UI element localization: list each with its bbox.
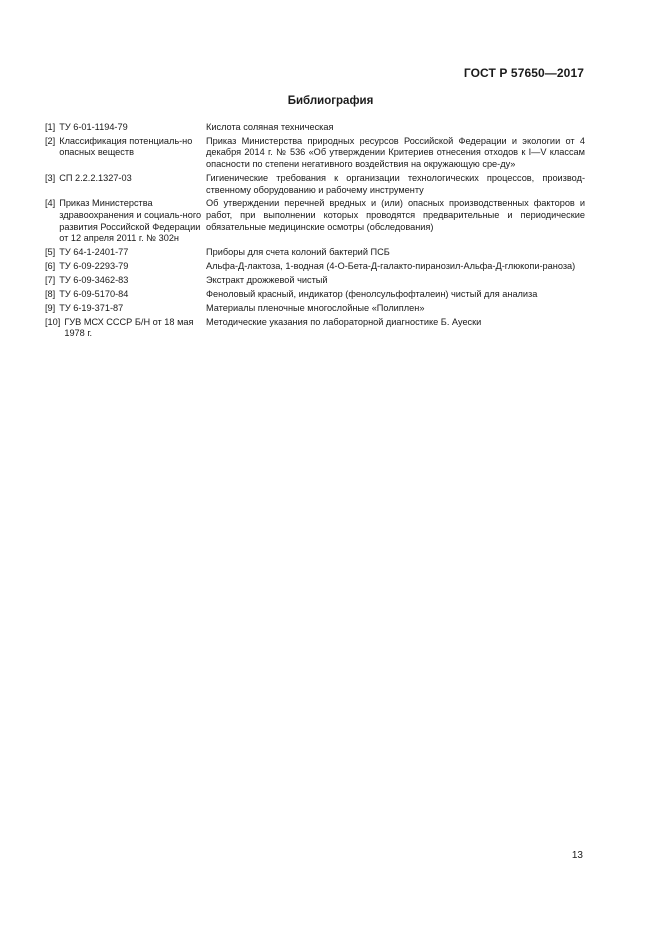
bibliography-entry-8 [45,289,585,301]
entry-number: [10] [45,316,61,327]
entry-source: ТУ 6-19-371-87 [59,302,124,313]
entry-description: Феноловый красный, индикатор (фенолсульфофталеин) чистый для анализа [206,288,538,299]
bibliography-entry-6 [45,261,585,273]
bibliography-entry-1 [45,122,585,134]
entry-source: ТУ 6-09-5170-84 [59,288,129,299]
bibliography-entry-3 [45,173,585,196]
entry-number: [4] [45,198,56,209]
entry-number: [6] [45,261,56,272]
entry-number: [8] [45,288,56,299]
bibliography-entry-9 [45,303,585,315]
entry-description: Кислота соляная техническая [206,122,334,132]
entry-description: Приборы для счета колоний бактерий ПСБ [206,247,390,258]
entry-number: [9] [45,302,56,313]
entry-number: [2] [45,135,56,146]
entry-source: ТУ 6-09-3462-83 [59,274,129,285]
bibliography-entry-4 [45,198,585,244]
entry-source: Приказ Министерства здравоохранения и социаль-ного развития Российской Федерации от 12 апреля 2011 г. № 302н [59,198,202,244]
entry-description: Гигиенические требования к организации технологических процессов, производ-ственному оборудованию и рабочему инструменту [206,172,585,195]
entry-description: Об утверждении перечней вредных и (или) опасных производственных факторов и работ, при выполнении которых проводятся предварительные и периодические обязательные медицинские осмотры (обследования) [206,198,585,232]
bibliography-entry-10 [45,317,585,340]
bibliography-entry-2 [45,136,585,171]
bibliography-list [45,122,585,342]
page-title: Библиография [287,95,374,107]
standard-designation: ГОСТ Р 57650—2017 [463,66,584,80]
entry-description: Материалы пленочные многослойные «Полиплен» [206,302,425,313]
entry-source: ТУ 64-1-2401-77 [59,247,129,258]
entry-number: [1] [45,122,56,132]
entry-source: ТУ 6-01-1194-79 [59,122,128,132]
entry-source: СП 2.2.2.1327-03 [59,172,132,183]
entry-description: Экстракт дрожжевой чистый [206,274,328,285]
entry-source: Классификация потенциаль-но опасных веществ [59,135,193,158]
page-number: 13 [571,850,583,861]
entry-number: [3] [45,172,56,183]
entry-number: [5] [45,247,56,258]
entry-description: Альфа-Д-лактоза, 1-водная (4-О-Бета-Д-галакто-пиранозил-Альфа-Д-глюкопи-раноза) [206,261,576,272]
bibliography-entry-5 [45,247,585,259]
entry-description: Приказ Министерства природных ресурсов Российской Федерации и экологии от 4 декабря 2014 г. № 536 «Об утверждении Критериев отнесения отходов к I—V классам опасности по степени негативного воздействия на окружающую сре-ду» [206,135,585,170]
entry-description: Методические указания по лабораторной диагностике Б. Ауески [206,316,482,327]
bibliography-entry-7 [45,275,585,287]
entry-source: ГУВ МСХ СССР Б/Н от 18 мая 1978 г. [64,316,194,339]
entry-number: [7] [45,274,56,285]
entry-source: ТУ 6-09-2293-79 [59,261,129,272]
